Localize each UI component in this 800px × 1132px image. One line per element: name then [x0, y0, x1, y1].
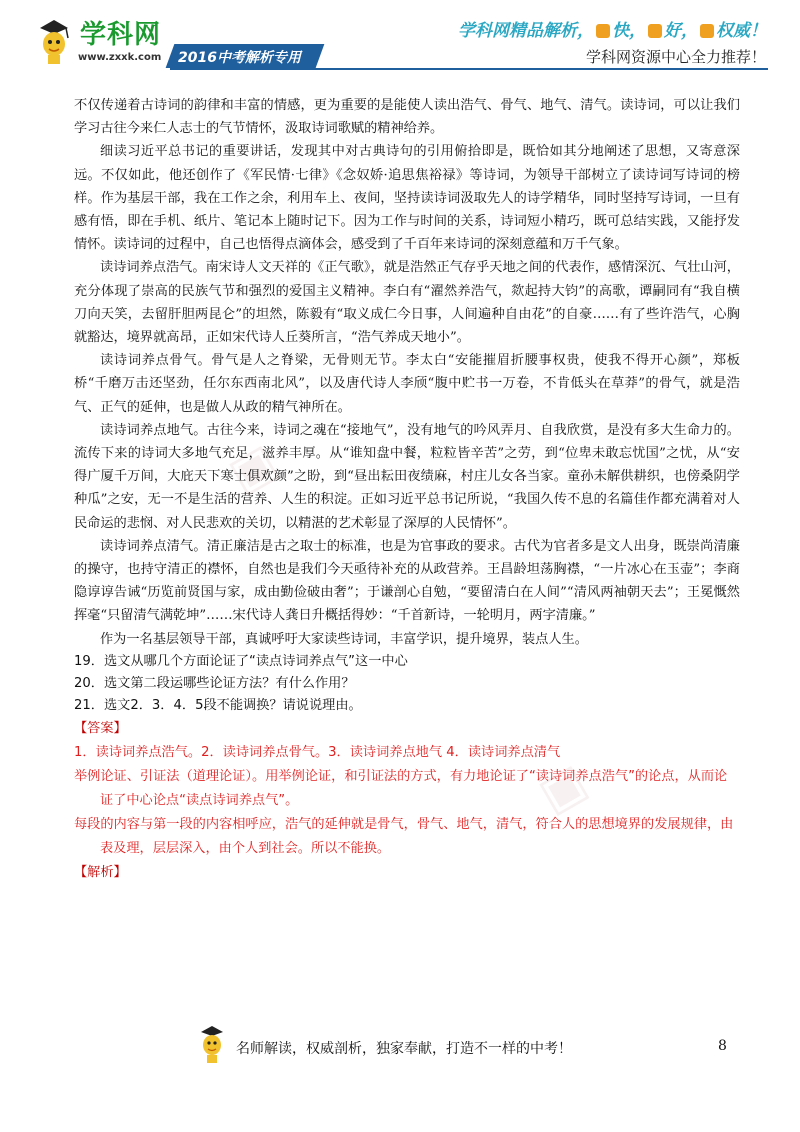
mascot-icon: [36, 18, 72, 66]
paragraph: 读诗词养点骨气。骨气是人之脊梁，无骨则无节。李太白“安能摧眉折腰事权贵，使我不得开心颜”，郑板桥“千磨万击还坚劲，任尔东西南北风”，以及唐代诗人李颀“腹中贮书一万卷，不肯低头在草莽”的骨气，就是浩气、正气的延伸，也是做人从政的精气神所在。: [74, 353, 740, 415]
page-number: 8: [718, 1038, 727, 1054]
slogan-part-2: 快，: [612, 21, 646, 41]
analysis-heading: 【解析】: [74, 864, 127, 880]
thumbs-up-icon: [596, 24, 610, 38]
thumbs-up-icon: [648, 24, 662, 38]
thumbs-up-icon: [700, 24, 714, 38]
logo-text: 学科网: [80, 20, 162, 50]
site-logo[interactable]: [36, 12, 176, 70]
footer-slogan: 名师解读，权威剖析，独家奉献，打造不一样的中考！: [236, 1041, 572, 1057]
question-19: 19．选文从哪几个方面论证了“读点诗词养点气”这一中心: [74, 653, 408, 669]
answer-20: 举例论证、引证法（道理论证）。用举例论证，和引证法的方式，有力地论证了“读诗词养点浩气”的论点，从而论证了中心论点“读点诗词养点气”。: [74, 768, 728, 808]
answer-21: 每段的内容与第一段的内容相呼应，浩气的延伸就是骨气，骨气、地气，清气，符合人的思想境界的发展规律，由表及理，层层深入，由个人到社会。所以不能换。: [74, 816, 734, 856]
header-recommend: 学科网资源中心全力推荐！: [586, 48, 767, 66]
paragraph: 细读习近平总书记的重要讲话，发现其中对古典诗句的引用俯拾即是，既恰如其分地阐述了思想，又寄意深远。不仅如此，他还创作了《军民情·七律》《念奴娇·追思焦裕禄》等诗词，为领导干部树立了读诗词写诗词的榜样。作为基层干部，我在工作之余，利用车上、夜间，坚持读诗词汲取先人的诗学精华，同时坚持写诗词，一旦有感有悟，即在手机、纸片、笔记本上随时记下。因为工作与时间的关系，诗词短小精巧，既可总结实践，又能抒发情怀。读诗词的过程中，自己也悟得点滴体会，感受到了千百年来诗词的深刻意蕴和万千气象。: [74, 144, 740, 253]
mascot-icon: [198, 1024, 226, 1066]
page-footer: [0, 1024, 800, 1084]
question-20: 20．选文第二段运哪些论证方法？有什么作用？: [74, 675, 355, 691]
slogan-part-3: 好，: [664, 21, 698, 41]
slogan-part-1: 学科网精品解析，: [458, 21, 594, 41]
article-body: [74, 94, 740, 885]
header-slogan: [458, 16, 767, 41]
banner-title: 2016中考解析专用: [178, 50, 301, 66]
paragraph: 作为一名基层领导干部，真诚呼吁大家读些诗词，丰富学识，提升境界，装点人生。: [100, 631, 588, 647]
paragraph: 读诗词养点地气。古往今来，诗词之魂在“接地气”，没有地气的吟风弄月、自我欣赏，是没有多大生命力的。流传下来的诗词大多地气充足，滋养丰厚。从“谁知盘中餐，粒粒皆辛苦”之劳，到“位卑未敢忘忧国”之忧，从“安得广厦千万间，大庇天下寒士俱欢颜”之盼，到“昼出耘田夜绩麻，村庄儿女各当家。童孙未解供耕织，也傍桑阴学种瓜”之安，无一不是生活的营养、人生的积淀。正如习近平总书记所说，“我国久传不息的名篇佳作都充满着对人民命运的悲悯、对人民悲欢的关切，以精湛的艺术彰显了深厚的人民情怀”。: [74, 422, 740, 531]
paragraph: 读诗词养点浩气。南宋诗人文天祥的《正气歌》，就是浩然正气存乎天地之间的代表作，感情深沉、气壮山河，充分体现了崇高的民族气节和强烈的爱国主义精神。李白有“濯然养浩气，欻起持大钧”的高歌，谭嗣同有“我自横刀向天笑，去留肝胆两昆仑”的坦然，陈毅有“取义成仁今日事，人间遍种自由花”的自豪……有了些许浩气，心胸就豁达，境界就高昂，正如宋代诗人丘葵所言，“浩气养成天地小”。: [74, 260, 740, 346]
logo-url: www.zxxk.com: [78, 52, 162, 63]
page-header: [0, 0, 800, 80]
answer-19: 1．读诗词养点浩气。2．读诗词养点骨气。3．读诗词养点地气 4．读诗词养点清气: [74, 744, 561, 760]
header-divider: [170, 68, 768, 70]
paragraph: 读诗词养点清气。清正廉洁是古之取士的标准，也是为官事政的要求。古代为官者多是文人出身，既崇尚清廉的操守，也持守清正的襟怀，自然也是我们今天亟待补充的从政营养。王昌龄坦荡胸襟，“一片冰心在玉壶”；李商隐谆谆告诫“历览前贤国与家，成由勤俭破由奢”；于谦剖心自勉，“要留清白在人间”“清风两袖朝天去”；王冕慨然挥毫“只留清气满乾坤”……宋代诗人龚日升概括得妙：“千首新诗，一轮明月，两字清廉。”: [74, 538, 740, 624]
paragraph: 不仅传递着古诗词的韵律和丰富的情感，更为重要的是能使人读出浩气、骨气、地气、清气。读诗词，可以让我们学习古往今来仁人志士的气节情怀，汲取诗词歌赋的精神给养。: [74, 98, 740, 137]
watermark: ▣: [529, 752, 597, 824]
watermark: ▣: [219, 432, 287, 504]
slogan-part-4: 权威！: [716, 21, 767, 41]
question-21: 21．选文2．3．4．5段不能调换？请说说理由。: [74, 697, 362, 713]
answer-heading: 【答案】: [74, 720, 127, 736]
